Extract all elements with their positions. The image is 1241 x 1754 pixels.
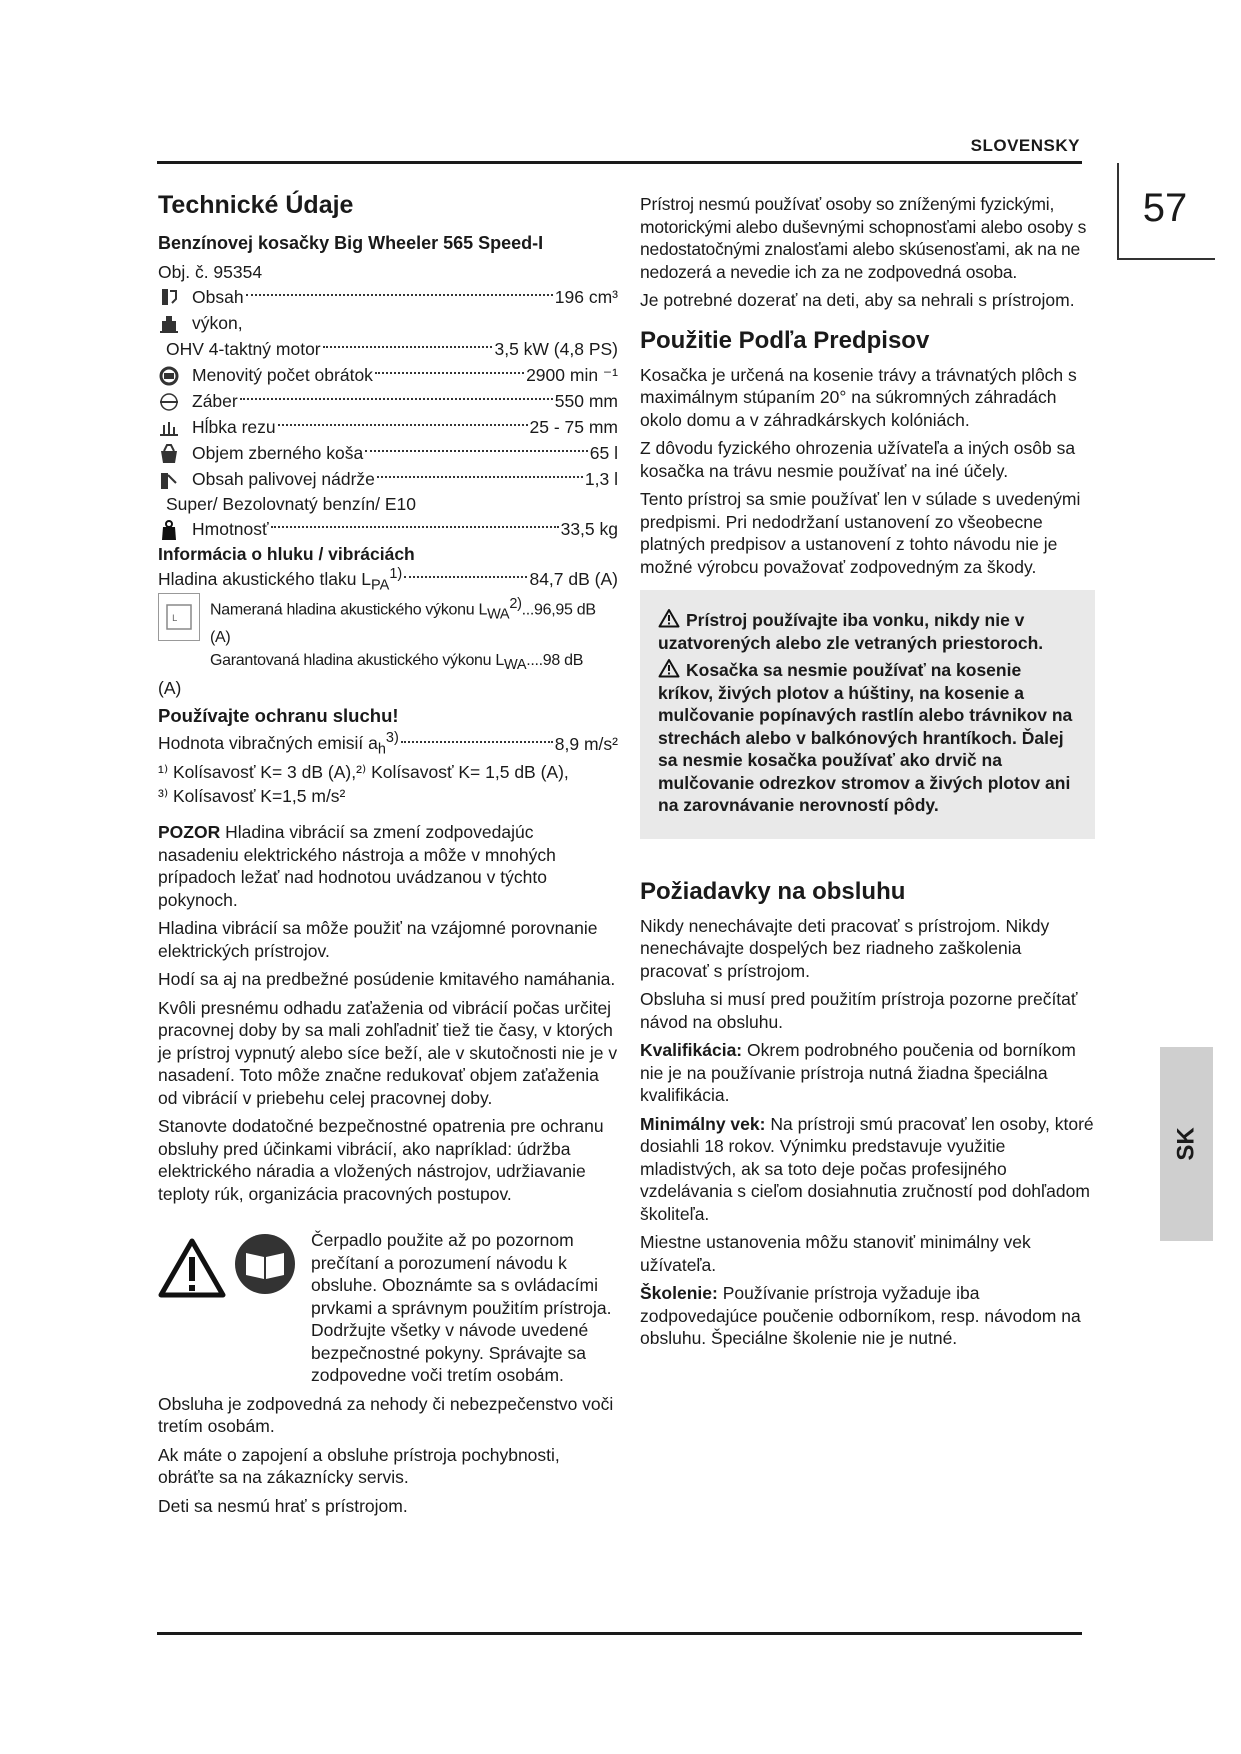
hearing-protection-note: Používajte ochranu sluchu! (158, 705, 399, 727)
spec-speed: Menovitý počet obrátok 2900 min ⁻¹ (158, 363, 618, 389)
fuel-type: Super/ Bezolovnatý benzín/ E10 (166, 493, 417, 514)
right-column (640, 193, 1095, 1356)
children-play-note: Deti sa nesmú hrať s prístrojom. (158, 1495, 408, 1516)
cutting-width-icon (158, 391, 180, 413)
outdoor-only-warning: Prístroj používajte iba vonku, nikdy nie v uzatvorených alebo zle vetraných priestoroch. (658, 610, 1044, 653)
section-title-technical-data: Technické Údaje (158, 191, 354, 219)
measured-sound-power: Nameraná hladina akustického výkonu $L_{WA}^{2)}...96,95$ dB (A) (210, 595, 596, 647)
grass-bag-icon (158, 443, 180, 465)
spec-grass-bag: Objem zberného koša 65 l (158, 441, 618, 467)
prohibited-use-warning: Kosačka sa nesmie používať na kosenie kríkov, živých plotov a húštiny, na kosenie a mulčovanie popínavých rastlín alebo trávnikov na strechách alebo v balkónových hrantíkoch. Ďalej sa nesmie kosačka používať ako drvič na mulčovanie odrezkov stromov a živých plotov ani na zarovnávanie nerovností pôdy. (658, 660, 1073, 815)
vibration-emission: Hodnota vibračných emisií $a_h^{3)}$ 8,9 m/s² (158, 730, 618, 758)
operator-req-paragraph-2: Obsluha si musí pred použitím prístroja pozorne prečítať návod na obsluhu. (640, 989, 1078, 1032)
spec-weight: Hmotnosť 33,5 kg (158, 517, 618, 543)
read-manual-icon (234, 1233, 296, 1295)
customer-service-note: Ak máte o zapojení a obsluhe prístroja pochybnosti, obráťte sa na zákaznícky servis. (158, 1444, 560, 1488)
page-number: 57 (1142, 186, 1188, 230)
vibration-compare-paragraph: Hladina vibrácií sa môže použiť na vzájomné porovnanie elektrických prístrojov. (158, 918, 598, 961)
spec-capacity: Obsah 196 cm³ (158, 285, 618, 311)
section-title-intended-use: Použitie Podľa Predpisov (640, 326, 930, 354)
bottom-rule (157, 1632, 1082, 1635)
noise-info-title: Informácia o hluku / vibráciách (158, 543, 415, 564)
caution-paragraph: POZOR Hladina vibrácií sa zmení zodpovedajúc nasadeniu elektrického nástroja a môže v mnohých prípadoch ležať nad hodnotou uvádzanou v týchto pokynoch. (158, 822, 556, 910)
left-column (158, 190, 618, 1523)
intended-use-paragraph-1: Kosačka je určená na kosenie trávy a trávnatých plôch s maximálnym stúpaním 20° na súkromných záhradách okolo domu a v záhradkárskych kolóniách. (640, 364, 1077, 430)
persons-restriction-paragraph: Prístroj nesmú používať osoby so zníženými fyzickými, motorickými alebo duševnými schopnosťami alebo osoby s nedostatočnými znalosťami alebo skúsenosťami, ak na ne nedozerá a nevedie ich za ne zodpovedná osoba. (640, 194, 1087, 282)
product-name: Benzínovej kosačky Big Wheeler 565 Speed-I (158, 233, 544, 253)
weight-icon (158, 519, 180, 541)
warning-triangle-icon (158, 1237, 226, 1299)
engine-power-icon (158, 313, 180, 335)
safety-measures-paragraph: Stanovte dodatočné bezpečnostné opatrenia pre ochranu obsluhy pred účinkami vibrácií, ako napríklad: údržba elektrického náradia a vložených nástrojov, udržiavanie teploty rúk, organizácia pracovných postupov. (158, 1116, 604, 1204)
usage-warning-box (640, 590, 1095, 839)
language-label: SLOVENSKY (970, 136, 1080, 155)
guaranteed-sound-power: Garantovaná hladina akustického výkonu $L_{WA}....98$ dB (210, 652, 584, 674)
section-title-operator-requirements: Požiadavky na obsluhu (640, 877, 906, 905)
operator-req-paragraph-1: Nikdy nenechávajte deti pracovať s prístrojom. Nikdy nenechávajte dospelých bez riadneho zaškolenia pracovať s prístrojom. (640, 915, 1050, 981)
guaranteed-sound-power-unit: (A) (158, 678, 182, 699)
children-supervision-paragraph: Je potrebné dozerať na deti, aby sa nehrali s prístrojom. (640, 290, 1075, 310)
intended-use-paragraph-2: Z dôvodu fyzického ohrozenia užívateľa a iných osôb sa kosačka na trávu nesmie používať na iné účely. (640, 438, 1076, 481)
sound-power-block (158, 593, 618, 678)
cutting-height-icon (158, 417, 180, 439)
engine-capacity-icon (158, 287, 180, 309)
vibration-estimate-paragraph: Hodí sa aj na predbežné posúdenie kmitavého namáhania. (158, 969, 616, 990)
operator-responsibility: Obsluha je zodpovedná za nehody či nebezpečenstvo voči tretím osobám. (158, 1393, 614, 1437)
fuel-tank-icon (158, 469, 180, 491)
warning-icon (658, 658, 680, 678)
spec-fuel-tank: Obsah palivovej nádrže 1,3 l (158, 467, 618, 493)
svg-text:L: L (172, 613, 178, 624)
warning-icon (658, 608, 680, 628)
spec-power: výkon, (158, 311, 618, 337)
tolerance-notes: ¹⁾ Kolísavosť K= 3 dB (A),²⁾ Kolísavosť K= 1,5 dB (A), ³⁾ Kolísavosť K=1,5 m/s² (158, 762, 569, 807)
rotation-speed-icon (158, 365, 180, 387)
spec-cutting-width: Záber 550 mm (158, 389, 618, 415)
training-paragraph: Školenie: Používanie prístroja vyžaduje iba zodpovedajúce poučenie odborníkom, resp. návodom na obsluhu. Špeciálne školenie nie je nutné. (640, 1283, 1081, 1348)
intended-use-paragraph-3: Tento prístroj sa smie používať len v súlade s uvedenými predpismi. Pri nedodržaní ustanovení zo všeobecne platných predpisov a ustanovení z tohto návodu nie je možné výrobcu považovať zodpovedným za škody. (640, 489, 1081, 577)
manual-warning-text: Čerpadlo použite až po pozornom prečítaní a porozumení návodu k obsluhe. Oboznámte sa s ovládacími prvkami a správnym použitím prístroja. Dodržujte všetky v návode uvedené bezpečnostné pokyny. Správajte sa zodpovedne voči tretím osobám. (311, 1230, 612, 1386)
qualification-paragraph: Kvalifikácia: Okrem podrobného poučenia od borníkom nie je na používanie prístroja nutná žiadna špeciálna kvalifikácia. (640, 1040, 1076, 1105)
local-rules-paragraph: Miestne ustanovenia môžu stanoviť minimálny vek užívateľa. (640, 1232, 1031, 1275)
top-rule (157, 161, 1082, 164)
spec-power-detail: OHV 4-taktný motor 3,5 kW (4,8 PS) (166, 339, 618, 360)
noise-pressure-level: Hladina akustického tlaku $L_{PA}^{1)}$ 84,7 dB (A) (158, 565, 618, 593)
vibration-precise-paragraph: Kvôli presnému odhadu zaťaženia od vibrácií počas určitej pracovnej doby by sa mali zohľadniť tiež tie časy, v ktorých je prístroj vypnutý alebo síce beží, ale v skutočnosti nie je v nasadení. Toto môže značne redukovať objem zaťaženia od vibrácií v priebehu celej pracovnej doby. (158, 997, 618, 1108)
spec-cutting-height: Hĺbka rezu 25 - 75 mm (158, 415, 618, 441)
order-number: Obj. č. 95354 (158, 261, 263, 282)
manual-warning-block (158, 1229, 618, 1517)
minimum-age-paragraph: Minimálny vek: Na prístroji smú pracovať len osoby, ktoré dosiahli 18 rokov. Výnimku predstavuje využitie mladistvých, ak sa toto deje počas profesijného vzdelávania s cieľom dosiahnutia zručností pod dohľadom školiteľa. (640, 1113, 1094, 1224)
language-side-tab-label: SK (1172, 1127, 1200, 1161)
sound-power-icon (158, 593, 200, 641)
